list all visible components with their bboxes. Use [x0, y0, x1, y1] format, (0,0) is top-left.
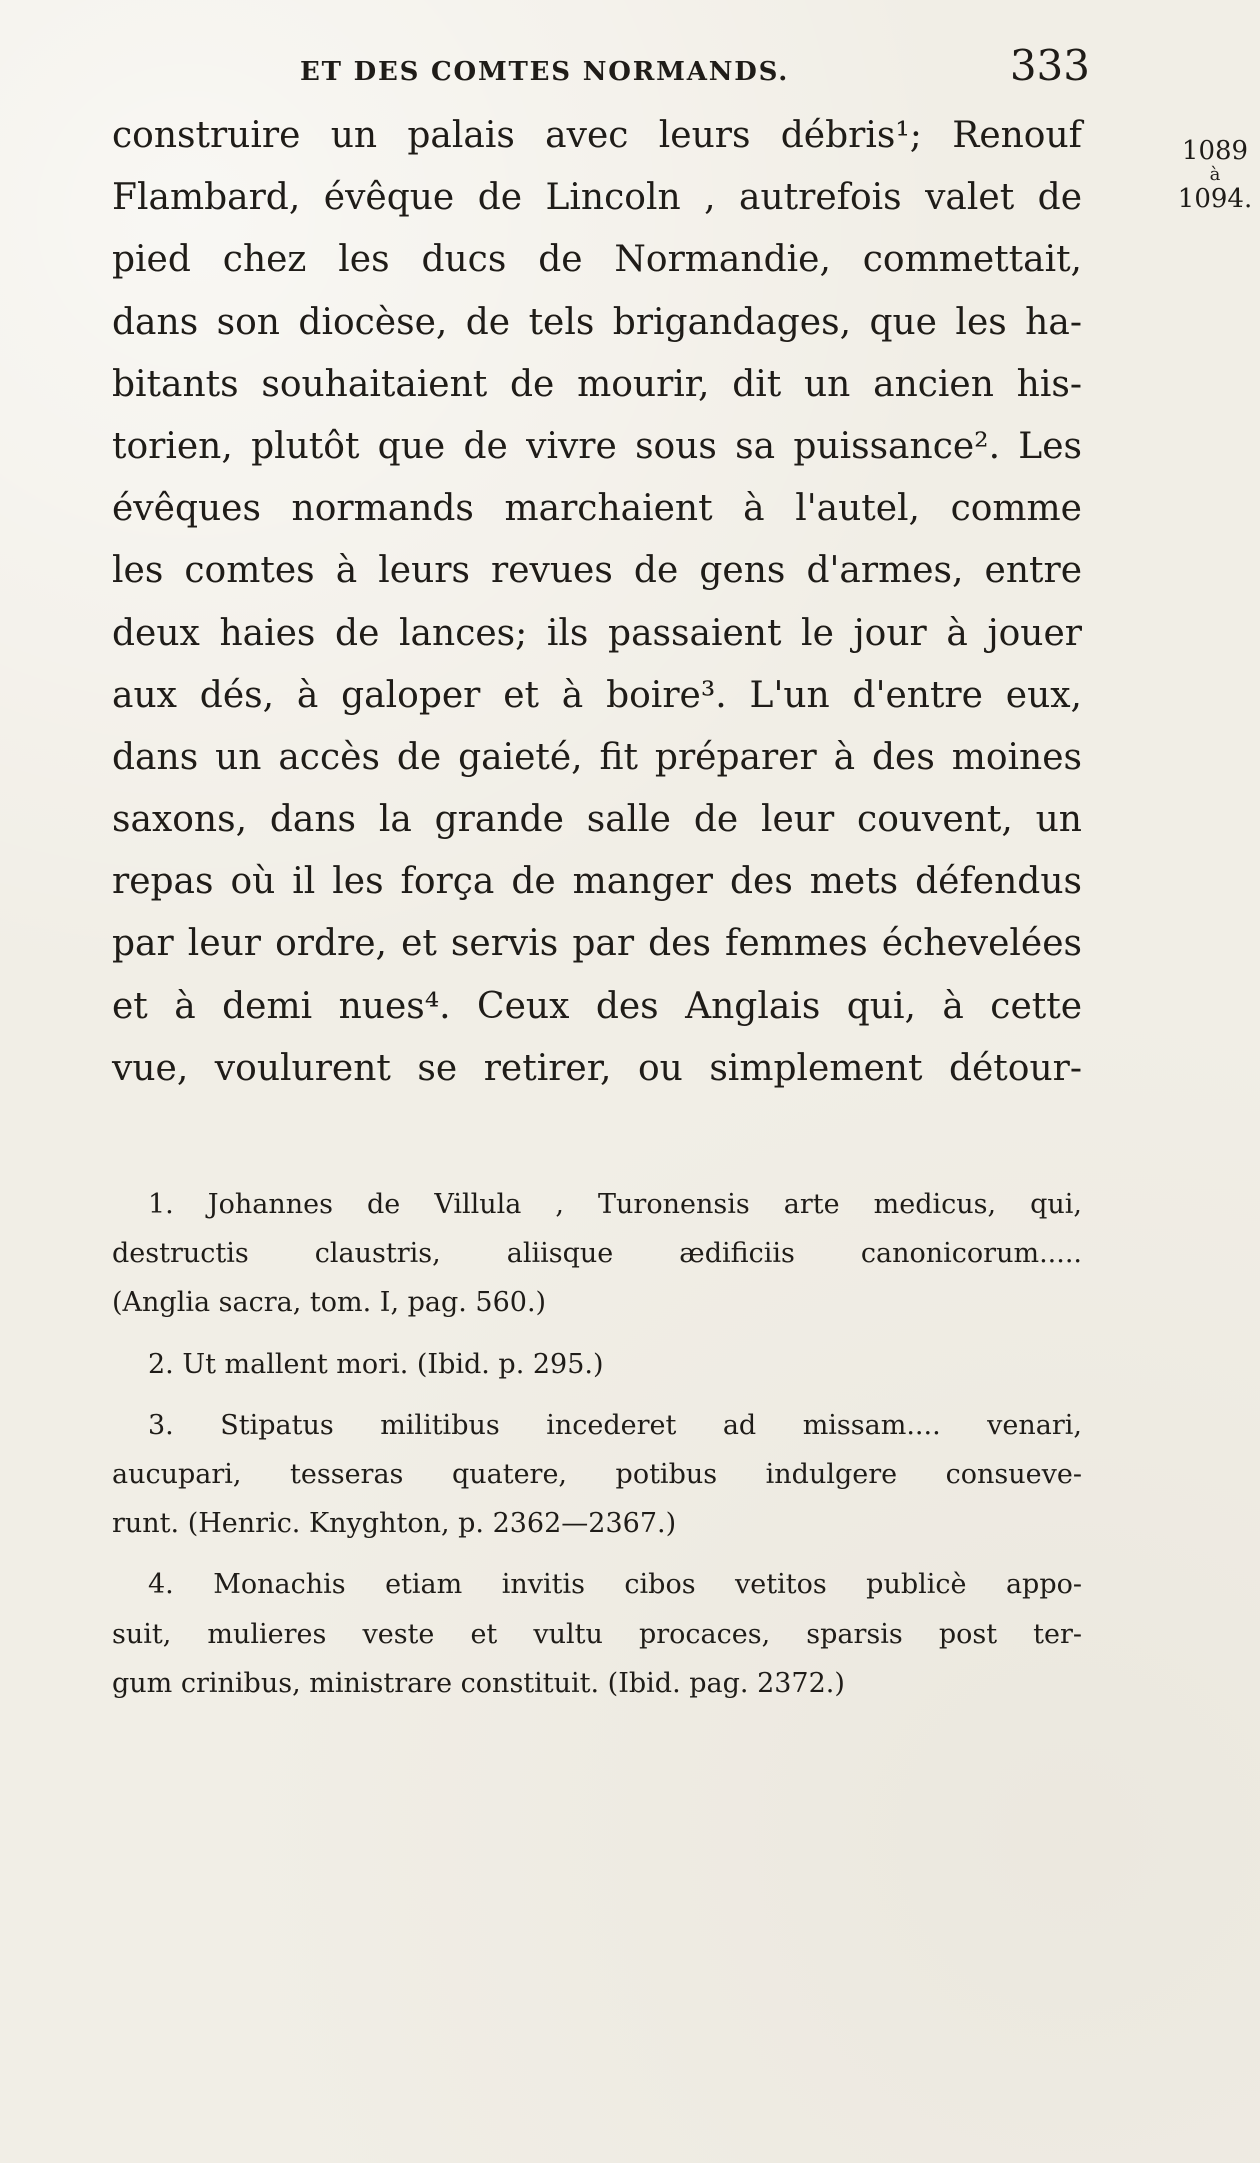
footnote-3-line-3: runt. (Henric. Knyghton, p. 2362—2367.) — [112, 1508, 677, 1540]
footnote-gap — [112, 1548, 1082, 1560]
page-header — [300, 41, 1090, 95]
margin-date-start: 1089 — [1181, 136, 1249, 166]
body-line: par leur ordre, et servis par des femmes échevelées — [112, 923, 1082, 965]
footnotes — [112, 1180, 1082, 1708]
body-line: aux dés, à galoper et à boire³. L'un d'entre eux, — [112, 674, 1082, 716]
main-text — [112, 105, 1082, 1100]
body-line: deux haies de lances; ils passaient le jour à jouer — [112, 612, 1082, 654]
page-number: 333 — [1009, 41, 1090, 90]
body-line: évêques normands marchaient à l'autel, comme — [112, 488, 1082, 530]
footnote-3-line-2: aucupari, tesseras quatere, potibus indulgere consueve- — [112, 1458, 1082, 1490]
footnote-gap — [112, 1389, 1082, 1401]
margin-date-connector: à — [1209, 164, 1221, 185]
body-line: torien, plutôt que de vivre sous sa puissance². Les — [112, 425, 1082, 467]
body-line: pied chez les ducs de Normandie, commettait, — [112, 239, 1082, 281]
body-line: dans un accès de gaieté, fit préparer à des moines — [112, 736, 1082, 778]
body-line: repas où il les força de manger des mets défendus — [112, 861, 1082, 903]
body-line: les comtes à leurs revues de gens d'armes, entre — [112, 550, 1082, 592]
body-line: et à demi nues⁴. Ceux des Anglais qui, à cette — [112, 985, 1082, 1027]
body-line: vue, voulurent se retirer, ou simplement détour- — [112, 1047, 1082, 1089]
footnote-4-line-2: suit, mulieres veste et vultu procaces, sparsis post ter- — [112, 1618, 1082, 1650]
footnote-3-line-1: 3. Stipatus militibus incederet ad missam.... venari, — [148, 1409, 1082, 1441]
margin-date-end: 1094. — [1177, 184, 1253, 214]
body-line: bitants souhaitaient de mourir, dit un ancien his- — [112, 363, 1082, 405]
footnote-2-line-1: 2. Ut mallent mori. (Ibid. p. 295.) — [148, 1348, 604, 1380]
footnote-gap — [112, 1328, 1082, 1340]
footnote-4-line-1: 4. Monachis etiam invitis cibos vetitos publicè appo- — [148, 1569, 1082, 1601]
footnote-1-line-3: (Anglia sacra, tom. I, pag. 560.) — [112, 1287, 547, 1319]
footnote-4-line-3: gum crinibus, ministrare constituit. (Ibid. pag. 2372.) — [112, 1667, 845, 1699]
margin-date-range — [1175, 138, 1255, 212]
body-line: dans son diocèse, de tels brigandages, que les ha- — [112, 301, 1082, 343]
running-title: ET DES COMTES NORMANDS. — [300, 57, 790, 87]
footnote-1-line-2: destructis claustris, aliisque ædificiis canonicorum..... — [112, 1238, 1082, 1270]
body-line: construire un palais avec leurs débris¹; Renouf — [112, 115, 1082, 156]
body-line: Flambard, évêque de Lincoln , autrefois valet de — [112, 177, 1082, 219]
footnote-1-line-1: 1. Johannes de Villula , Turonensis arte medicus, qui, — [148, 1189, 1082, 1220]
body-line: saxons, dans la grande salle de leur couvent, un — [112, 799, 1082, 841]
